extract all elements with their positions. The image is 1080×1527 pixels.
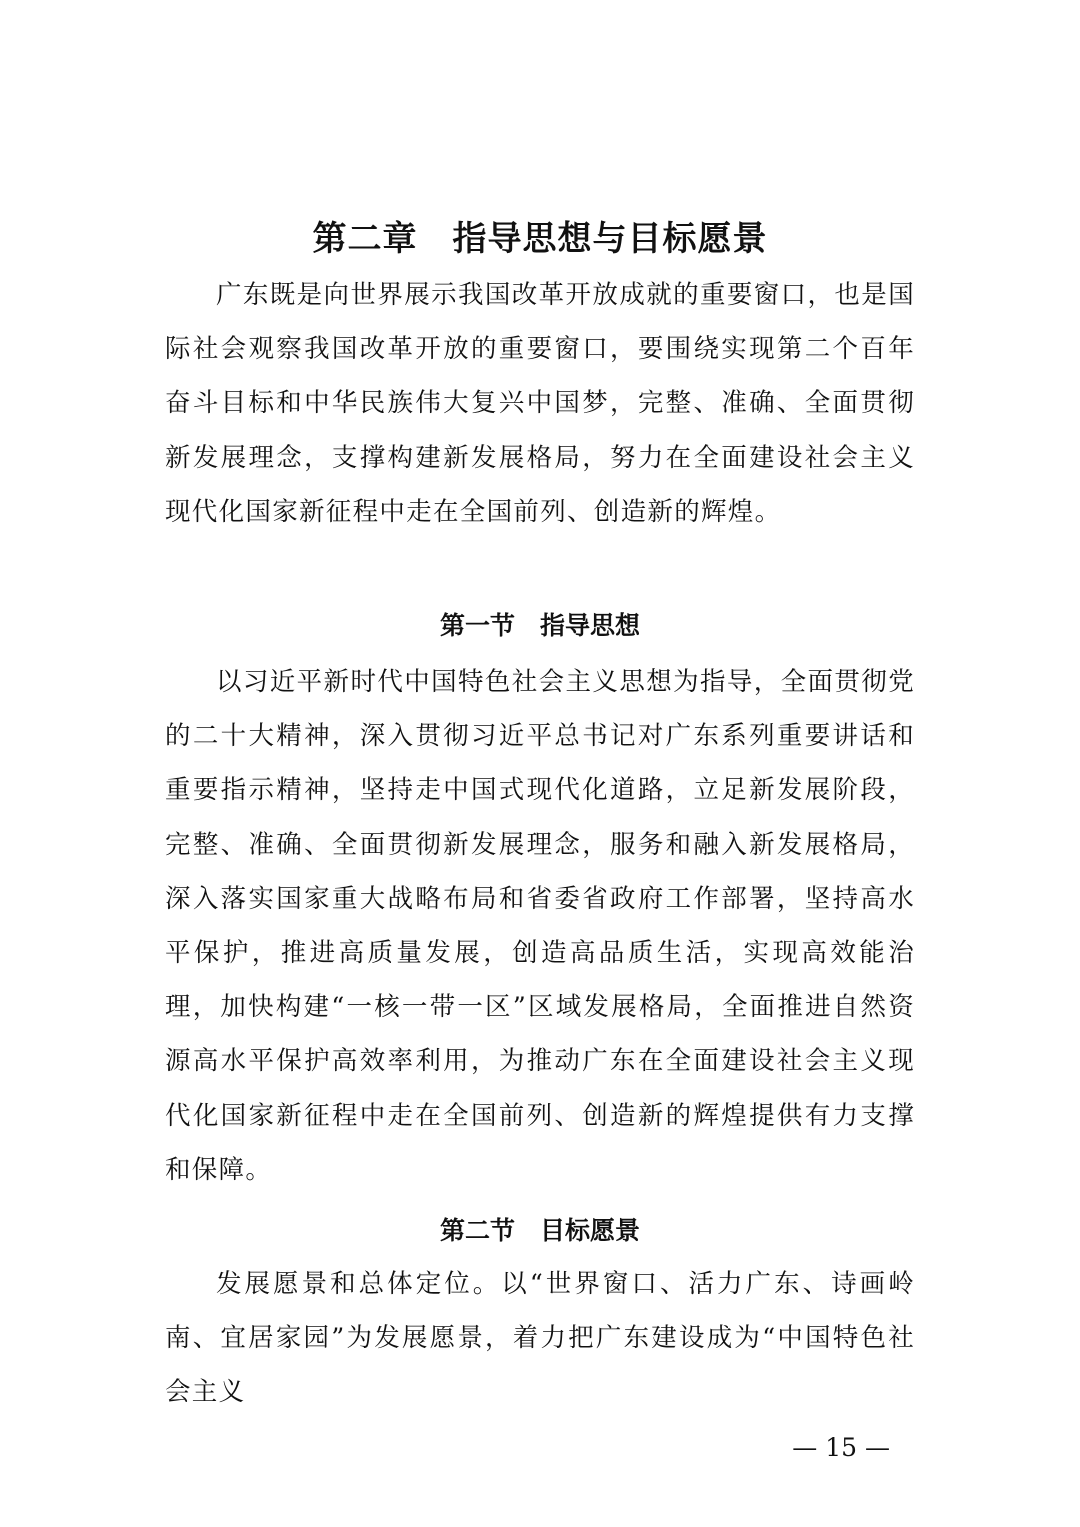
intro-paragraph: 广东既是向世界展示我国改革开放成就的重要窗口，也是国际社会观察我国改革开放的重要窗口，要围绕实现第二个百年奋斗目标和中华民族伟大复兴中国梦，完整、准确、全面贯彻新发展理念，支撑构建新发展格局，努力在全面建设社会主义现代化国家新征程中走在全国前列、创造新的辉煌。 (165, 280, 915, 527)
chapter-title: 第二章 指导思想与目标愿景 (312, 218, 768, 259)
target-vision-paragraph: 发展愿景和总体定位。以“世界窗口、活力广东、诗画岭南、宜居家园”为发展愿景，着力把广东建设成为“中国特色社会主义 (165, 1269, 915, 1408)
guiding-ideology-paragraph: 以习近平新时代中国特色社会主义思想为指导，全面贯彻党的二十大精神，深入贯彻习近平总书记对广东系列重要讲话和重要指示精神，坚持走中国式现代化道路，立足新发展阶段，完整、准确、全面贯彻新发展理念，服务和融入新发展格局，深入落实国家重大战略布局和省委省政府工作部署，坚持高水平保护，推进高质量发展，创造高品质生活，实现高效能治理，加快构建“一核一带一区”区域发展格局，全面推进自然资源高水平保护高效率利用，为推动广东在全面建设社会主义现代化国家新征程中走在全国前列、创造新的辉煌提供有力支撑和保障。 (165, 667, 915, 1185)
section-title-target-vision: 第二节 目标愿景 (439, 1215, 640, 1245)
page-number: — 15 — (792, 1433, 890, 1462)
section-title-guiding-ideology: 第一节 指导思想 (439, 610, 640, 640)
